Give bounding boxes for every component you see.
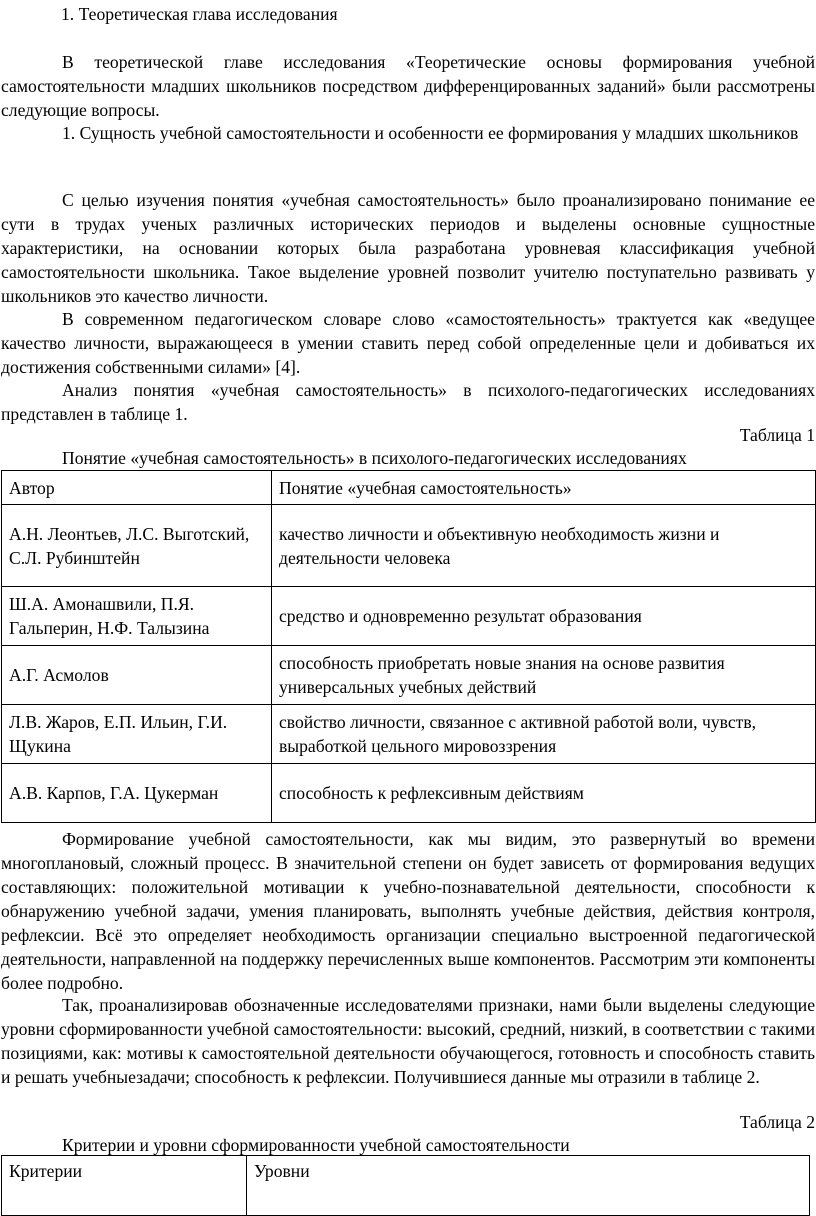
subsection-heading: 1. Сущность учебной самостоятельности и особенности ее формирования у младших школьников — [62, 123, 799, 143]
section-heading: 1. Теоретическая глава исследования — [61, 4, 338, 24]
table-row — [2, 705, 816, 764]
table2-caption: Критерии и уровни сформированности учебной самостоятельности — [62, 1135, 570, 1155]
table1-header-author: Автор — [2, 471, 272, 505]
paragraph-5: Так, проанализировав обозначенные исследователями признаки, нами были выделены следующие уровни сформированности учебной самостоятельности: высокий, средний, низкий, в соответствии с такими позициями, как: мотивы к самостоятельной деятельности обучающегося, готовность и способность ставить и решать учебныезадачи; способность к рефлексии. Получившиеся данные мы отразили в таблице 2. — [1, 995, 815, 1087]
paragraph-4: Формирование учебной самостоятельности, как мы видим, это развернутый во времени многоплановый, сложный процесс. В значительной степени он будет зависеть от формирования ведущих составляющих: положительной мотивации к учебно-познавательной деятельности, способности к обнаружению учебной задачи, умения планировать, выполнять учебные действия, действия контроля, рефлексии. Всё это определяет необходимость организации специально выстроенной педагогической деятельности, направленной на поддержку перечисленных выше компонентов. Рассмотрим эти компоненты более подробно. — [1, 829, 815, 993]
table1-caption: Понятие «учебная самостоятельность» в психолого-педагогических исследованиях — [62, 448, 687, 468]
concept-cell: свойство личности, связанное с активной работой воли, чувств, выработкой цельного мировоззрения — [272, 705, 816, 764]
table-2 — [1, 1155, 810, 1216]
table-row — [2, 646, 816, 705]
table2-header-criteria: Критерии — [2, 1156, 247, 1216]
author-cell: А.В. Карпов, Г.А. Цукерман — [2, 764, 272, 823]
concept-cell: способность к рефлексивным действиям — [272, 764, 816, 823]
paragraph-2: В современном педагогическом словаре слово «самостоятельность» трактуется как «ведущее качество личности, выражающееся в умении ставить перед собой определенные цели и добиваться их достижения собственными силами» [4]. — [1, 309, 815, 377]
author-cell: Ш.А. Амонашвили, П.Я. Гальперин, Н.Ф. Талызина — [2, 587, 272, 646]
paragraph-1: С целью изучения понятия «учебная самостоятельность» было проанализировано понимание ее сути в трудах ученых различных исторических периодов и выделены основные сущностные характеристики, на основании которых была разработана уровневая классификация учебной самостоятельности школьника. Такое выделение уровней позволит учителю поступательно развивать у школьников это качество личности. — [1, 190, 815, 306]
concept-cell: средство и одновременно результат образования — [272, 587, 816, 646]
concept-cell: качество личности и объективную необходимость жизни и деятельности человека — [272, 505, 816, 587]
table1-header-row — [2, 471, 816, 505]
author-cell: Л.В. Жаров, Е.П. Ильин, Г.И. Щукина — [2, 705, 272, 764]
table-row — [2, 764, 816, 823]
author-cell: А.Г. Асмолов — [2, 646, 272, 705]
table1-label: Таблица 1 — [739, 425, 815, 445]
table2-header-levels: Уровни — [247, 1156, 810, 1216]
table-row — [2, 587, 816, 646]
intro-paragraph: В теоретической главе исследования «Теоретические основы формирования учебной самостоятельности младших школьников посредством дифференцированных заданий» были рассмотрены следующие вопросы. — [1, 52, 815, 120]
table2-header-row — [2, 1156, 810, 1216]
table1-header-concept: Понятие «учебная самостоятельность» — [272, 471, 816, 505]
table2-label: Таблица 2 — [739, 1112, 815, 1132]
author-cell: А.Н. Леонтьев, Л.С. Выготский, С.Л. Рубинштейн — [2, 505, 272, 587]
table-1 — [1, 470, 816, 823]
concept-cell: способность приобретать новые знания на основе развития универсальных учебных действий — [272, 646, 816, 705]
table-row — [2, 505, 816, 587]
paragraph-3: Анализ понятия «учебная самостоятельность» в психолого-педагогических исследованиях представлен в таблице 1. — [1, 380, 815, 424]
